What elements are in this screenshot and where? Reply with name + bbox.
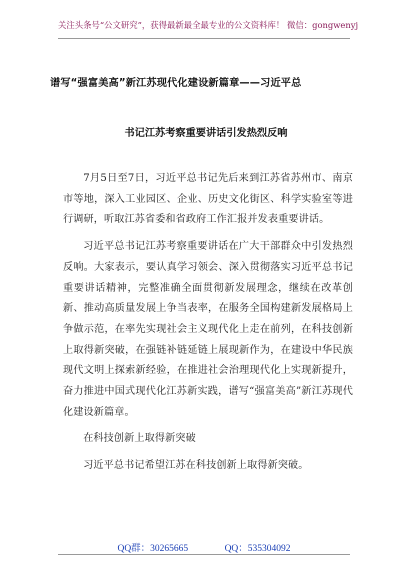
paragraph-intro: 7月5日至7日，习近平总书记先后来到江苏省苏州市、南京市等地，深入工业园区、企业、历史文化街区、科学实验室等进行调研，听取江苏省委和省政府工作汇报并发表重要讲话。: [63, 173, 353, 226]
footer-qq: QQ：535304092: [224, 544, 291, 554]
footer-contact: [0, 540, 408, 554]
section-heading: 在科技创新上取得新突破: [83, 433, 196, 445]
header-banner: 关注头条号“公文研究”，获得最新最全最专业的公文资料库！ 微信：gongwenyj: [58, 20, 359, 30]
document-title-line-2: 书记江苏考察重要讲话引发热烈反响: [124, 128, 288, 139]
footer-qq-group: QQ群：30265665: [117, 544, 189, 554]
footer-divider: [58, 554, 350, 555]
document-body: [63, 169, 353, 477]
paragraph-section-1: 习近平总书记希望江苏在科技创新上取得新突破。: [83, 460, 309, 472]
paragraph-response: 习近平总书记江苏考察重要讲话在广大干部群众中引发热烈反响。大家表示，要认真学习领会、深入贯彻落实习近平总书记重要讲话精神，完整准确全面贯彻新发展理念，继续在改革创新、推动高质量发展上争当表率，在服务全国构建新发展格局上争做示范，在率先实现社会主义现代化上走在前列，在科技创新上取得新突破，在强链补链延链上展现新作为，在建设中华民族现代文明上探索新经验，在推进社会治理现代化上实现新提升，奋力推进中国式现代化江苏新实践，谱写“强富美高”新江苏现代化建设新篇章。: [63, 241, 353, 418]
header-divider: [58, 38, 350, 39]
document-title-line-1: 谱写“强富美高”新江苏现代化建设新篇章——习近平总: [50, 78, 302, 89]
